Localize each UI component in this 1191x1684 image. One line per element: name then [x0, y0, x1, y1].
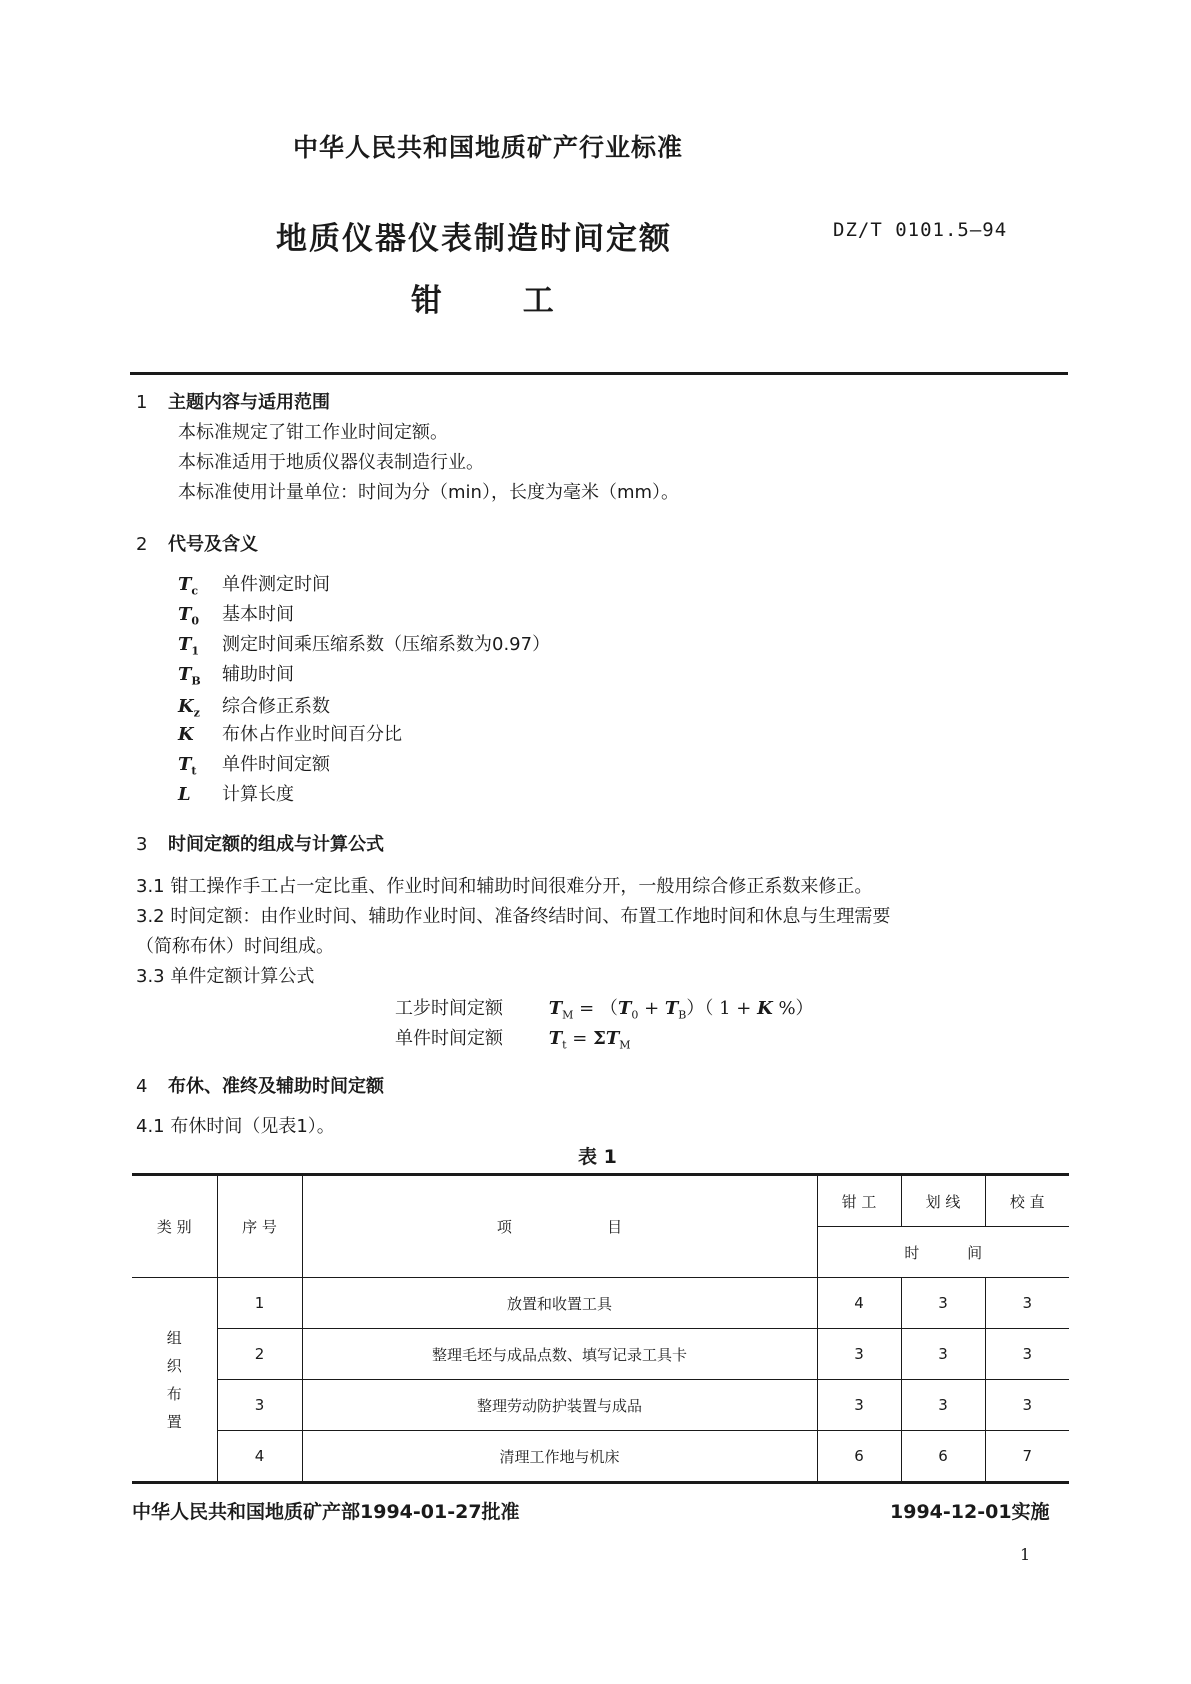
header-item: 项 目 [302, 1175, 817, 1278]
clause-3-2: 3.2 时间定额：由作业时间、辅助作业时间、准备终结时间、布置工作地时间和休息与生理需要 [136, 906, 891, 927]
symbol: $T_t$ [178, 754, 197, 778]
formula-unit-time [395, 1024, 631, 1052]
page-number: 1 [1020, 1545, 1031, 1564]
standard-code: DZ/T 0101.5—94 [833, 219, 1008, 241]
approval-line: 中华人民共和国地质矿产部1994-01-27批准 [132, 1501, 520, 1523]
section-4-title: 布休、准终及辅助时间定额 [168, 1076, 384, 1097]
row-value-straightening: 3 [985, 1329, 1069, 1380]
row-seq: 1 [217, 1278, 302, 1329]
row-value-straightening: 3 [985, 1278, 1069, 1329]
row-item: 清理工作地与机床 [302, 1431, 817, 1483]
standard-type-header: 中华人民共和国地质矿产行业标准 [293, 133, 684, 162]
section-1-paragraph: 本标准使用计量单位：时间为分（min），长度为毫米（mm）。 [178, 482, 680, 503]
row-value-marking: 3 [901, 1329, 985, 1380]
formula-expression: $T_t = \Sigma T_M$ [548, 1028, 631, 1052]
symbol-row [178, 692, 330, 720]
section-2-number: 2 [136, 534, 148, 555]
clause-4-1: 4.1 布休时间（见表1）。 [136, 1116, 335, 1137]
table-caption: 表 1 [578, 1146, 617, 1168]
row-item: 整理劳动防护装置与成品 [302, 1380, 817, 1431]
row-seq: 2 [217, 1329, 302, 1380]
row-value-straightening: 7 [985, 1431, 1069, 1483]
section-1-paragraph: 本标准规定了钳工作业时间定额。 [178, 422, 448, 443]
header-seq: 序 号 [217, 1175, 302, 1278]
symbol-row [178, 720, 402, 748]
row-value-fitter: 3 [817, 1329, 901, 1380]
clause-3-3: 3.3 单件定额计算公式 [136, 966, 315, 987]
row-item: 整理毛坯与成品点数、填写记录工具卡 [302, 1329, 817, 1380]
table-row [132, 1380, 1069, 1431]
section-2-heading [136, 530, 258, 556]
row-value-marking: 3 [901, 1278, 985, 1329]
row-value-marking: 6 [901, 1431, 985, 1483]
effective-date: 1994-12-01实施 [890, 1501, 1050, 1523]
row-seq: 3 [217, 1380, 302, 1431]
section-3-number: 3 [136, 834, 148, 855]
symbol: $T_1$ [178, 634, 200, 658]
symbol-description: 布休占作业时间百分比 [222, 724, 402, 745]
clause-3-2-continued: （简称布休）时间组成。 [136, 936, 334, 957]
symbol-row [178, 600, 294, 628]
time-norm-table [132, 1173, 1069, 1484]
header-rule [130, 372, 1068, 375]
symbol: K [178, 724, 194, 745]
header-time: 时 间 [817, 1227, 1069, 1278]
section-4-number: 4 [136, 1076, 148, 1097]
section-1-paragraph: 本标准适用于地质仪器仪表制造行业。 [178, 452, 484, 473]
formula-expression: $T_M = (T_0 + T_B)$（ 1 + K %） [548, 998, 814, 1022]
formula-label: 单件时间定额 [395, 1028, 503, 1049]
row-value-fitter: 6 [817, 1431, 901, 1483]
header-category: 类 别 [132, 1175, 217, 1278]
formula-step-time [395, 994, 814, 1022]
row-seq: 4 [217, 1431, 302, 1483]
table-row [132, 1329, 1069, 1380]
section-1-title: 主题内容与适用范围 [168, 392, 330, 413]
header-fitter: 钳 工 [817, 1175, 901, 1227]
row-value-marking: 3 [901, 1380, 985, 1431]
symbol-description: 单件测定时间 [222, 574, 330, 595]
symbol-row [178, 630, 550, 658]
symbol-row [178, 750, 330, 778]
table-row [132, 1431, 1069, 1483]
header-straightening: 校 直 [985, 1175, 1069, 1227]
row-item: 放置和收置工具 [302, 1278, 817, 1329]
row-value-straightening: 3 [985, 1380, 1069, 1431]
section-3-title: 时间定额的组成与计算公式 [168, 834, 384, 855]
symbol-description: 单件时间定额 [222, 754, 330, 775]
document-subtitle: 钳 工 [411, 283, 554, 319]
symbol: $T_0$ [178, 604, 200, 628]
section-4-heading [136, 1072, 384, 1098]
clause-3-1: 3.1 钳工操作手工占一定比重、作业时间和辅助时间很难分开，一般用综合修正系数来修正。 [136, 876, 873, 897]
section-1-heading [136, 388, 330, 414]
symbol-description: 测定时间乘压缩系数（压缩系数为0.97） [222, 634, 551, 655]
symbol-description: 辅助时间 [222, 664, 294, 685]
category-cell: 组 织 布 置 [132, 1278, 217, 1483]
row-value-fitter: 4 [817, 1278, 901, 1329]
section-3-heading [136, 830, 384, 856]
header-marking: 划 线 [901, 1175, 985, 1227]
symbol-row [178, 660, 294, 688]
formula-label: 工步时间定额 [395, 998, 503, 1019]
table-row [132, 1278, 1069, 1329]
symbol: $K_z$ [178, 696, 200, 720]
symbol-row [178, 780, 294, 808]
section-2-title: 代号及含义 [168, 534, 258, 555]
row-value-fitter: 3 [817, 1380, 901, 1431]
symbol: L [178, 784, 191, 805]
document-title: 地质仪器仪表制造时间定额 [276, 221, 672, 257]
symbol: $T_c$ [178, 574, 199, 598]
section-1-number: 1 [136, 392, 148, 413]
symbol-description: 基本时间 [222, 604, 294, 625]
symbol: $T_B$ [178, 664, 201, 688]
symbol-row [178, 570, 330, 598]
symbol-description: 综合修正系数 [222, 696, 330, 717]
symbol-description: 计算长度 [222, 784, 294, 805]
